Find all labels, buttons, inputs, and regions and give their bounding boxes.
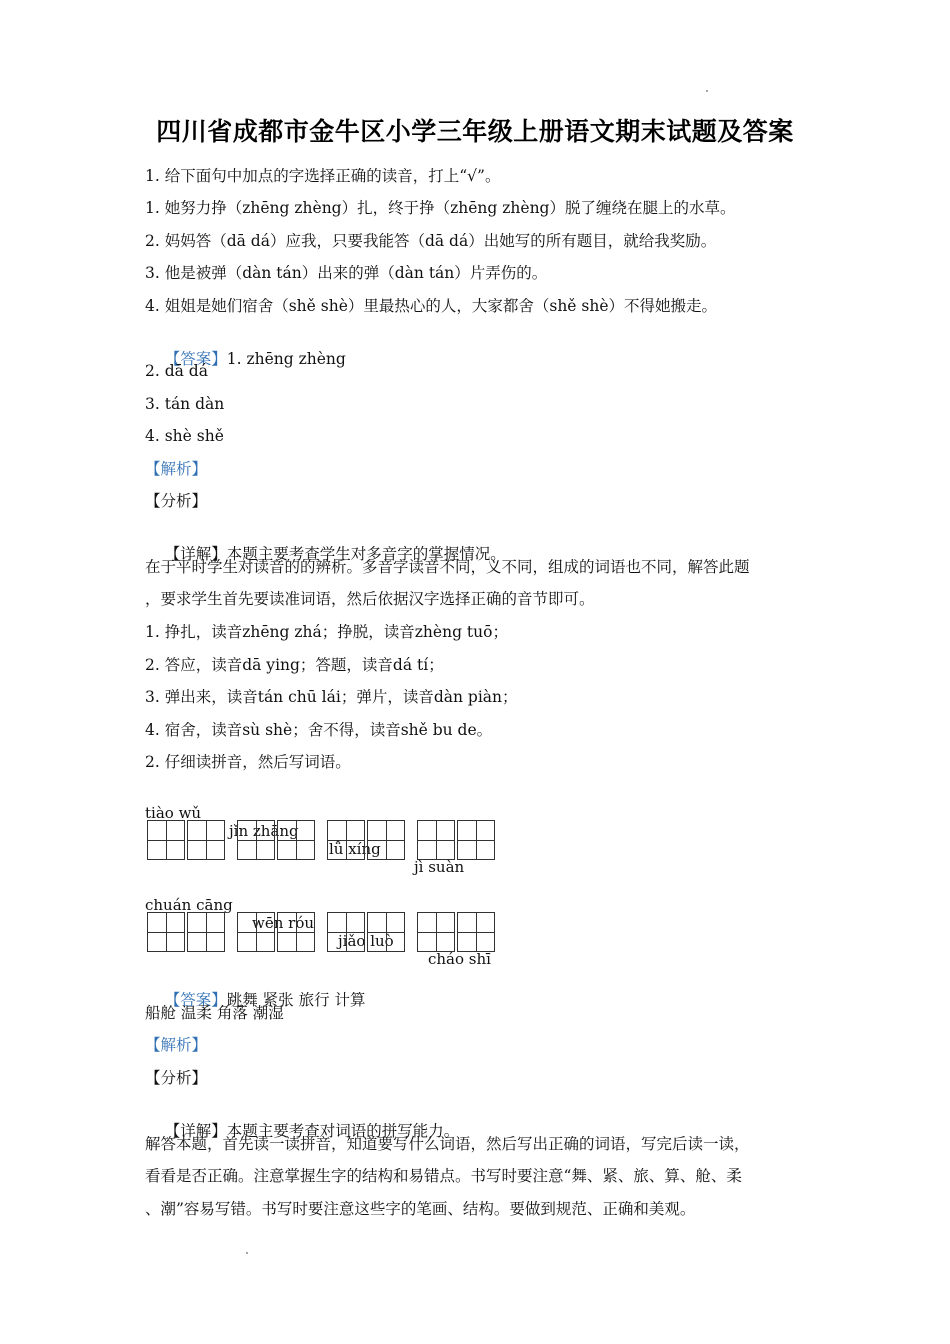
writing-cell[interactable] bbox=[367, 820, 405, 860]
detail-tag: 【详解】 bbox=[164, 1122, 227, 1140]
writing-box-pair[interactable] bbox=[327, 820, 407, 860]
q2-explain-2: 看看是否正确。注意掌握生字的结构和易错点。书写时要注意“舞、紧、旅、算、舱、柔 bbox=[145, 1167, 742, 1185]
writing-cell[interactable] bbox=[237, 912, 275, 952]
q1-item-4: 4. 姐姐是她们宿舍（shě shè）里最热心的人，大家都舍（shě shè）不得她搬走。 bbox=[145, 297, 718, 315]
q1-note-2: 2. 答应，读音dā ying；答题，读音dá tí； bbox=[145, 656, 444, 674]
detail-tag: 【详解】 bbox=[164, 545, 227, 563]
writing-box-pair[interactable] bbox=[147, 912, 227, 952]
q2-answer-1: 跳舞 紧张 旅行 计算 bbox=[226, 991, 366, 1009]
writing-cell[interactable] bbox=[147, 912, 185, 952]
writing-cell[interactable] bbox=[147, 820, 185, 860]
writing-grid-row-2 bbox=[147, 912, 507, 952]
pinyin-word: lǚ xíng bbox=[329, 840, 381, 858]
q1-answer-4: 4. shè shě bbox=[145, 427, 224, 445]
q1-answer-3: 3. tán dàn bbox=[145, 395, 225, 413]
writing-grid-row-1 bbox=[147, 820, 507, 860]
q1-jiexi-tag: 【解析】 bbox=[145, 460, 208, 478]
writing-cell[interactable] bbox=[367, 912, 405, 952]
q1-fenxi: 【分析】 bbox=[145, 492, 208, 510]
q2-explain-3: 、潮”容易写错。书写时要注意这些字的笔画、结构。要做到规范、正确和美观。 bbox=[145, 1200, 696, 1218]
pinyin-word: jǐn zhāng bbox=[229, 822, 299, 840]
pinyin-word: chuán cāng bbox=[145, 896, 233, 914]
q2-answer-2: 船舱 温柔 角落 潮湿 bbox=[145, 1004, 284, 1022]
writing-box-pair[interactable] bbox=[237, 820, 317, 860]
pinyin-word: tiào wǔ bbox=[145, 804, 202, 822]
writing-box-pair[interactable] bbox=[417, 820, 497, 860]
pinyin-word: jiǎo luò bbox=[338, 932, 394, 950]
q1-item-3: 3. 他是被弹（dàn tán）出来的弹（dàn tán）片弄伤的。 bbox=[145, 264, 548, 282]
q2-jiexi-tag: 【解析】 bbox=[145, 1036, 208, 1054]
pinyin-word: cháo shī bbox=[428, 950, 491, 968]
q1-note-4: 4. 宿舍，读音sù shè；舍不得，读音shě bu de。 bbox=[145, 721, 493, 739]
writing-cell[interactable] bbox=[277, 820, 315, 860]
q1-prompt: 1. 给下面句中加点的字选择正确的读音，打上“√”。 bbox=[145, 167, 501, 185]
writing-box-pair[interactable] bbox=[147, 820, 227, 860]
writing-cell[interactable] bbox=[457, 820, 495, 860]
q1-note-1: 1. 挣扎，读音zhēng zhá；挣脱，读音zhèng tuō； bbox=[145, 623, 508, 641]
q1-explain-2: ，要求学生首先要读准词语，然后依据汉字选择正确的音节即可。 bbox=[145, 590, 595, 608]
writing-cell[interactable] bbox=[327, 820, 365, 860]
q1-item-1: 1. 她努力挣（zhēng zhèng）扎，终于挣（zhēng zhèng）脱了缠绕在腿上的水草。 bbox=[145, 199, 736, 217]
writing-cell[interactable] bbox=[187, 820, 225, 860]
scan-dot bbox=[246, 1252, 248, 1254]
q1-answer-1: 1. zhēng zhèng bbox=[226, 350, 346, 368]
q2-fenxi: 【分析】 bbox=[145, 1069, 208, 1087]
q1-item-2: 2. 妈妈答（dā dá）应我，只要我能答（dā dá）出她写的所有题目，就给我奖励。 bbox=[145, 232, 717, 250]
answer-tag: 【答案】 bbox=[164, 350, 227, 368]
q1-detail: 本题主要考查学生对多音字的掌握情况。 bbox=[226, 545, 506, 563]
answer-tag: 【答案】 bbox=[164, 991, 227, 1009]
writing-box-pair[interactable] bbox=[327, 912, 407, 952]
writing-box-pair[interactable] bbox=[417, 912, 497, 952]
writing-cell[interactable] bbox=[277, 912, 315, 952]
writing-box-pair[interactable] bbox=[237, 912, 317, 952]
writing-cell[interactable] bbox=[417, 912, 455, 952]
writing-cell[interactable] bbox=[237, 820, 275, 860]
page-title: 四川省成都市金牛区小学三年级上册语文期末试题及答案 bbox=[156, 117, 794, 146]
pinyin-word: wēn róu bbox=[252, 914, 315, 932]
q2-prompt: 2. 仔细读拼音，然后写词语。 bbox=[145, 753, 351, 771]
writing-cell[interactable] bbox=[457, 912, 495, 952]
scan-dot bbox=[706, 90, 708, 92]
writing-cell[interactable] bbox=[327, 912, 365, 952]
q1-explain-1: 在于平时学生对读音的的辨析。多音字读音不同，义不同，组成的词语也不同，解答此题 bbox=[145, 558, 750, 576]
writing-cell[interactable] bbox=[417, 820, 455, 860]
q1-note-3: 3. 弹出来，读音tán chū lái；弹片，读音dàn piàn； bbox=[145, 688, 518, 706]
q2-detail: 本题主要考查对词语的拼写能力。 bbox=[226, 1122, 460, 1140]
q2-explain-1: 解答本题，首先读一读拼音，知道要写什么词语，然后写出正确的词语，写完后读一读， bbox=[145, 1135, 750, 1153]
writing-cell[interactable] bbox=[187, 912, 225, 952]
pinyin-word: jì suàn bbox=[414, 858, 465, 876]
q1-answer-2: 2. dā dá bbox=[145, 362, 208, 380]
